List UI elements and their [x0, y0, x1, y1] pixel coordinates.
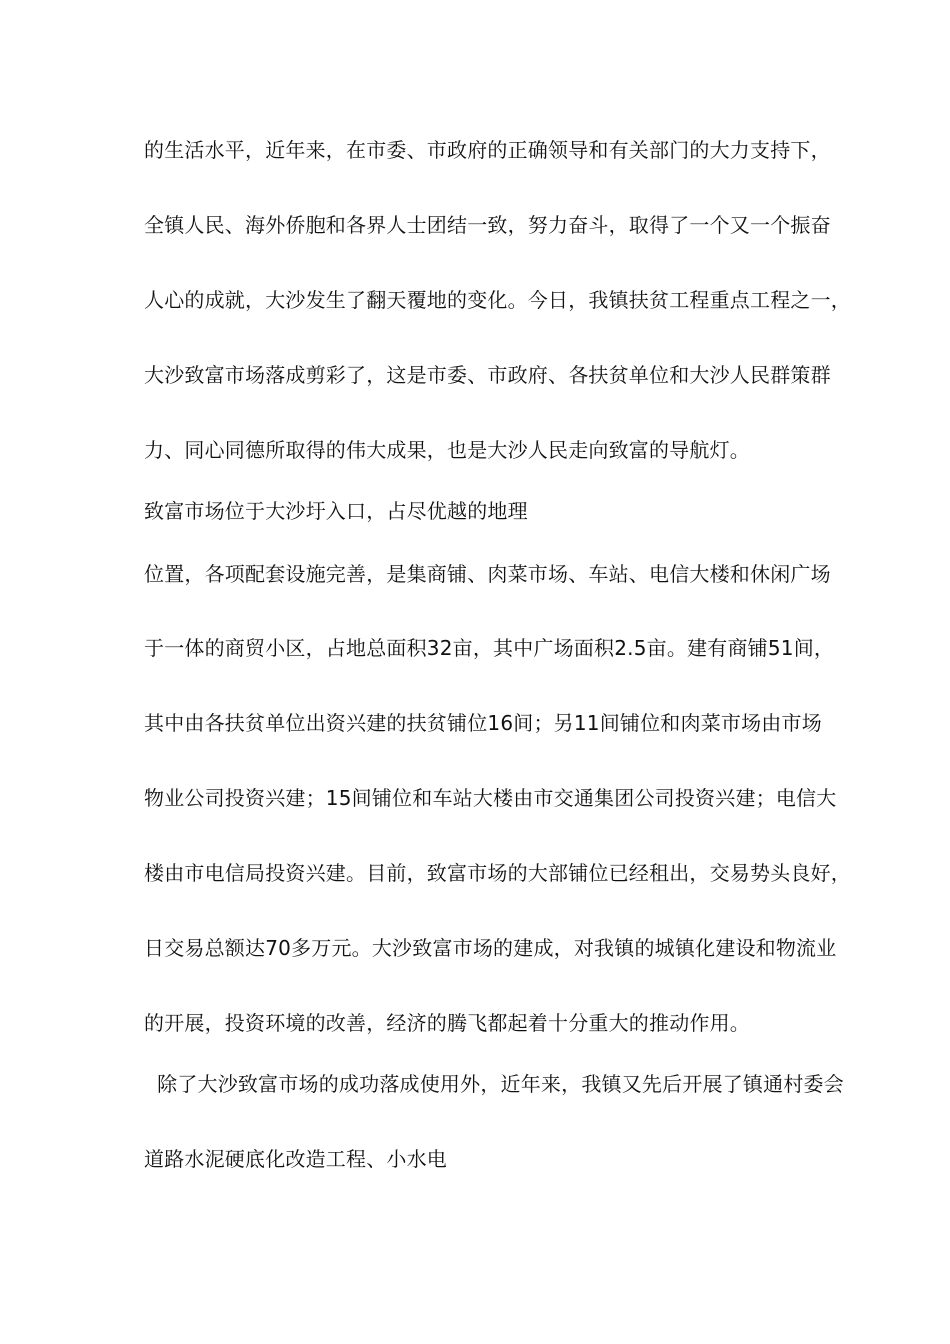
text-line: 大沙致富市场落成剪彩了，这是市委、市政府、各扶贫单位和大沙人民群策群 [144, 363, 831, 387]
text-line: 力、同心同德所取得的伟大成果，也是大沙人民走向致富的导航灯。 [144, 438, 750, 462]
text-line: 致富市场位于大沙圩入口，占尽优越的地理 [144, 499, 528, 523]
text-line: 道路水泥硬底化改造工程、小水电 [144, 1147, 447, 1171]
text-line: 日交易总额达70多万元。大沙致富市场的建成，对我镇的城镇化建设和物流业 [144, 936, 837, 960]
text-line: 位置，各项配套设施完善，是集商铺、肉菜市场、车站、电信大楼和休闲广场 [144, 562, 831, 586]
text-line: 全镇人民、海外侨胞和各界人士团结一致，努力奋斗，取得了一个又一个振奋 [144, 213, 831, 237]
text-line: 于一体的商贸小区，占地总面积32亩，其中广场面积2.5亩。建有商铺51间， [144, 636, 835, 660]
text-line: 的生活水平，近年来，在市委、市政府的正确领导和有关部门的大力支持下， [144, 138, 831, 162]
text-line: 人心的成就，大沙发生了翻天覆地的变化。今日，我镇扶贫工程重点工程之一， [144, 288, 851, 312]
text-line: 其中由各扶贫单位出资兴建的扶贫铺位16间；另11间铺位和肉菜市场由市场 [144, 711, 822, 735]
text-line: 的开展，投资环境的改善，经济的腾飞都起着十分重大的推动作用。 [144, 1011, 750, 1035]
text-line: 除了大沙致富市场的成功落成使用外，近年来，我镇又先后开展了镇通村委会 [144, 1072, 844, 1096]
text-line: 物业公司投资兴建；15间铺位和车站大楼由市交通集团公司投资兴建；电信大 [144, 786, 837, 810]
text-line: 楼由市电信局投资兴建。目前，致富市场的大部铺位已经租出，交易势头良好， [144, 861, 851, 885]
